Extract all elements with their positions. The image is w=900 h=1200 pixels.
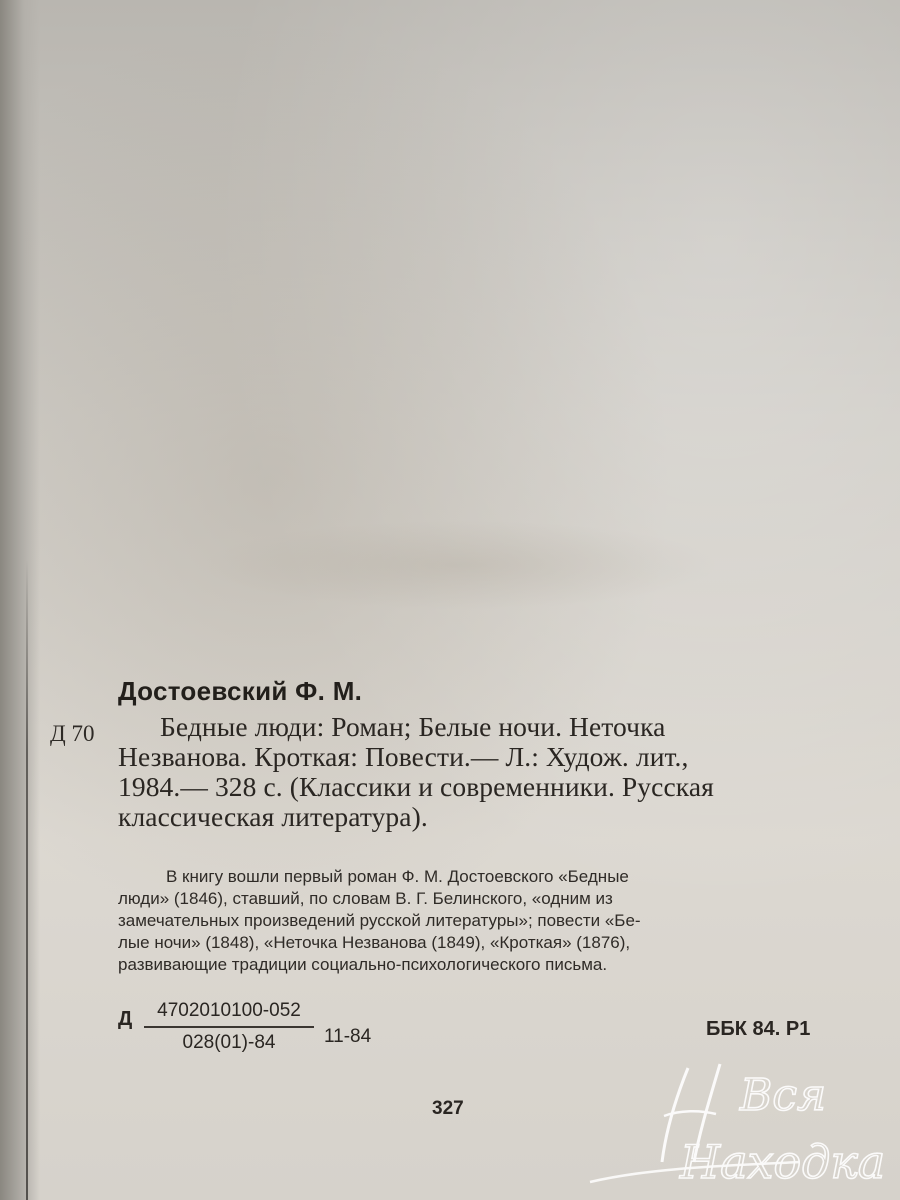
annotation-line: лые ночи» (1848), «Неточка Незванова (1849), «Кроткая» (1876), (118, 933, 631, 952)
bbk-classification: ББК 84. Р1 (706, 1018, 811, 1040)
index-denominator: 028(01)-84 (182, 1032, 276, 1053)
index-numerator: 4702010100-052 (157, 1000, 301, 1021)
publisher-index-fraction (144, 1000, 314, 1054)
entry-line: классическая литература). (118, 801, 428, 832)
watermark-text-1: Вся (740, 1070, 827, 1121)
paper-stain (200, 520, 720, 610)
book-gutter (0, 0, 40, 1200)
entry-line: Бедные люди: Роман; Белые ночи. Неточка (160, 711, 666, 742)
annotation-paragraph (118, 866, 848, 976)
watermark-text-2: Находка (680, 1135, 886, 1189)
catalog-code: Д 70 (50, 721, 95, 746)
annotation-line: развивающие традиции социально-психологического письма. (118, 955, 608, 974)
annotation-line: замечательных произведений русской литературы»; повести «Бе- (118, 911, 641, 930)
bibliographic-entry (118, 712, 838, 832)
page-number: 327 (432, 1098, 464, 1119)
order-number: 11-84 (324, 1026, 372, 1047)
entry-line: Незванова. Кроткая: Повести.— Л.: Худож. лит., (118, 741, 689, 772)
annotation-line: люди» (1846), ставший, по словам В. Г. Белинского, «одним из (118, 889, 613, 908)
index-letter: Д (118, 1008, 133, 1030)
gutter-shadow-line (26, 560, 28, 1200)
entry-line: 1984.— 328 с. (Классики и современники. Русская (118, 771, 714, 802)
author-heading: Достоевский Ф. М. (118, 676, 363, 706)
annotation-line: В книгу вошли первый роман Ф. М. Достоевского «Бедные (166, 867, 629, 886)
watermark-logo (570, 1050, 900, 1200)
